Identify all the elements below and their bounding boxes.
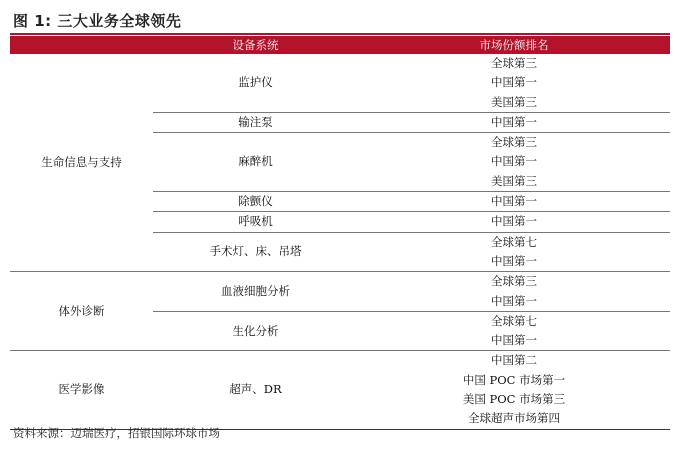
source-note: 资料来源：迈瑞医疗，招银国际环球市场 xyxy=(13,426,220,440)
header-rule xyxy=(10,33,670,35)
category-cell: 体外诊断 xyxy=(10,272,153,351)
rank-cell: 中国第一 xyxy=(491,75,537,90)
rank-cell: 全球第七 xyxy=(358,232,670,252)
device-cell: 手术灯、床、吊塔 xyxy=(153,232,358,272)
header-category xyxy=(10,36,153,54)
table-body xyxy=(10,54,670,429)
rank-cell: 中国 POC 市场第一 xyxy=(462,372,566,387)
rank-cell: 美国第三 xyxy=(491,94,537,109)
rank-cell: 全球第三 xyxy=(358,272,670,292)
rank-cell: 全球第七 xyxy=(358,311,670,331)
rank-cell: 中国第二 xyxy=(358,351,670,371)
device-cell: 呼吸机 xyxy=(153,212,358,232)
table-row xyxy=(10,351,670,371)
table-row xyxy=(10,54,670,73)
device-cell: 超声、DR xyxy=(153,351,358,429)
table-row xyxy=(10,272,670,292)
device-cell: 麻醉机 xyxy=(153,133,358,192)
rank-cell: 全球第三 xyxy=(358,133,670,153)
rank-cell: 中国第一 xyxy=(358,112,670,132)
device-cell: 生化分析 xyxy=(153,311,358,351)
rank-cell: 全球超声市场第四 xyxy=(358,409,670,429)
rank-cell: 中国第一 xyxy=(491,253,537,268)
device-cell: 监护仪 xyxy=(238,75,273,90)
device-cell: 血液细胞分析 xyxy=(153,272,358,312)
category-cell: 生命信息与支持 xyxy=(41,154,122,169)
table-header-row xyxy=(10,36,670,54)
rank-cell: 全球第三 xyxy=(491,56,537,70)
figure-title: 图 1: 三大业务全球领先 xyxy=(13,12,182,30)
rank-cell: 中国第一 xyxy=(358,192,670,212)
rank-cell: 美国第三 xyxy=(491,173,537,188)
category-cell: 医学影像 xyxy=(10,351,153,429)
header-device: 设备系统 xyxy=(153,36,358,54)
rank-cell: 中国第一 xyxy=(358,212,670,232)
header-rank: 市场份额排名 xyxy=(358,36,670,54)
device-cell: 除颤仪 xyxy=(153,192,358,212)
device-cell: 输注泵 xyxy=(153,112,358,132)
rank-cell: 中国第一 xyxy=(491,333,537,348)
rank-cell: 中国第一 xyxy=(491,293,537,308)
rank-cell: 中国第一 xyxy=(491,154,537,169)
market-rank-table xyxy=(10,36,670,430)
rank-cell: 美国 POC 市场第三 xyxy=(462,392,566,407)
